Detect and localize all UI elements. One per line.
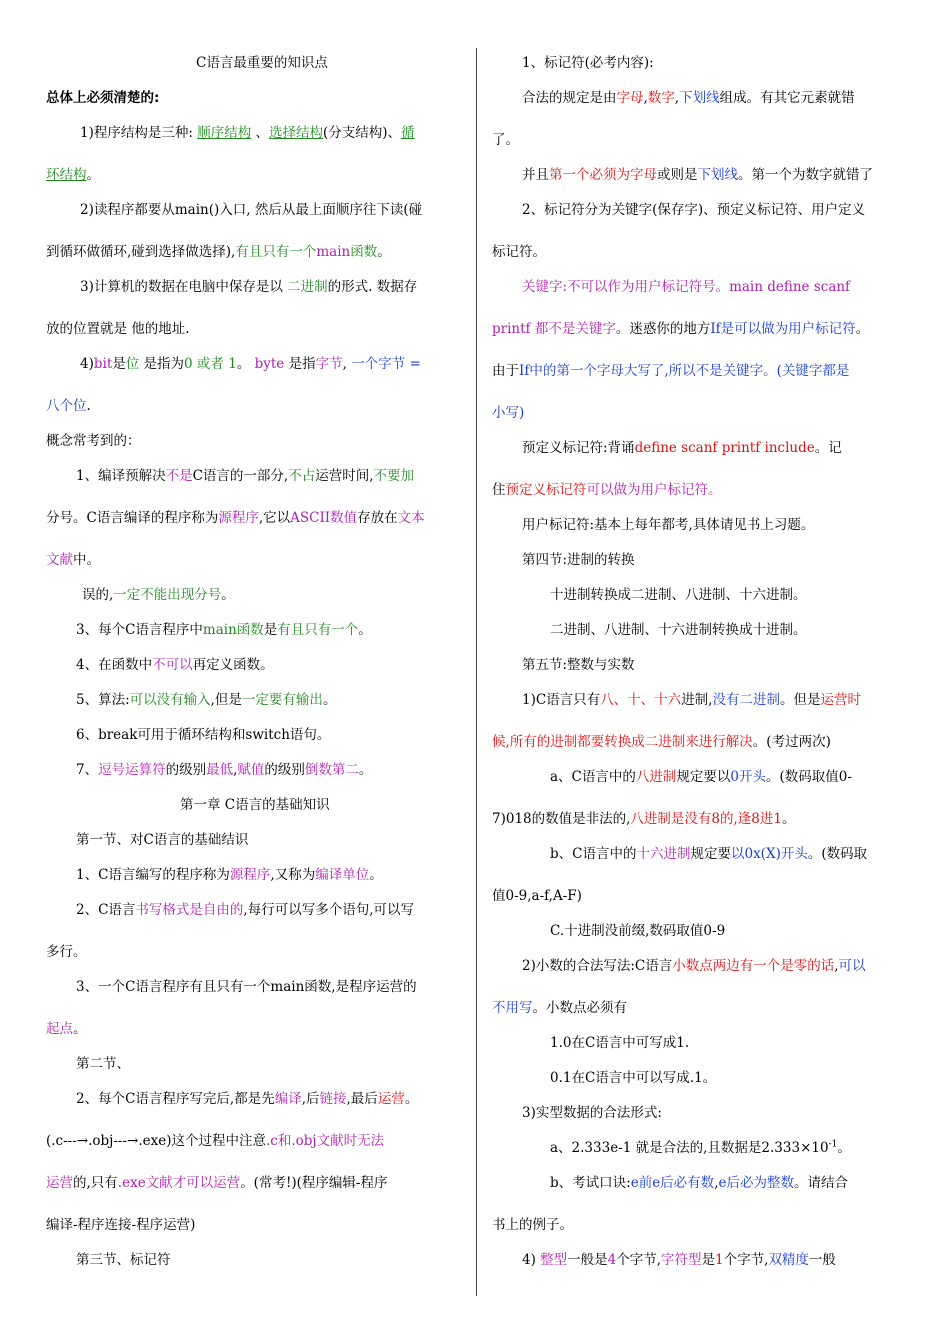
conversion-1: 十进制转换成二进制、八进制、十六进制。 [550,587,807,603]
predefined-identifiers: 预定义标记符:背诵define scanf printf include。记 [522,440,842,456]
concept-3: 3、每个C语言程序中main函数是有且只有一个。 [76,622,372,638]
octal-rule-cont: 7)018的数值是非法的,八进制是没有8的,逢8进1。 [492,811,796,827]
radix-rule: 1)C语言只有八、十、十六进制,没有二进制。但是运营时 [522,692,861,708]
concept-5: 5、算法:可以没有输入,但是一定要有输出。 [76,692,337,708]
section-3-title: 第三节、标记符 [76,1252,171,1268]
section-4-title: 第四节:进制的转换 [522,552,635,568]
keywords-line-cont3: 小写) [492,405,525,421]
float-rule-cont: 不用写。小数点必须有 [492,1000,627,1016]
section-2-item-1-cont3: 编译-程序连接-程序运营) [46,1217,196,1233]
real-form-a: a、2.333e-1 就是合法的,且数据是$2.333\times 10^{-1}$。 [550,1139,851,1156]
section-2-item-1: 2、每个C语言程序写完后,都是先编译,后链接,最后运营。 [76,1091,419,1107]
real-forms-title: 3)实型数据的合法形式: [522,1105,662,1121]
section-1-item-2: 2、C语言书写格式是自由的,每行可以写多个语句,可以写 [76,902,415,918]
identifier-rule-cont: 了。 [492,132,519,148]
conversion-2: 二进制、八进制、十六进制转换成十进制。 [550,622,807,638]
identifier-first-char: 并且第一个必须为字母或则是下划线。第一个为数字就错了 [522,167,873,183]
heading-must-know: 总体上必须清楚的: [46,90,160,106]
hex-rule: b、C语言中的十六进制规定要以0x(X)开头。(数码取 [550,846,868,862]
doc-title: C语言最重要的知识点 [196,55,328,71]
section-2-item-1-cont2: 运营的,只有.exe文献才可以运营。(常考!)(程序编辑-程序 [46,1175,388,1191]
identifier-types-cont: 标记符。 [492,244,546,260]
identifier-title: 1、标记符(必考内容): [522,55,654,71]
concept-1-cont2: 文献中。 [46,552,100,568]
float-example-2: 0.1在C语言中可以写成.1。 [550,1070,717,1086]
concept-4: 4、在函数中不可以再定义函数。 [76,657,274,673]
keywords-line: 关键字:不可以作为用户标记符号。main define scanf [522,279,851,295]
para-program-structure: 1)程序结构是三种: 顺序结构 、选择结构(分支结构)、循 [80,125,415,141]
para-bit-byte: 4)bit是位 是指为0 或者 1。 byte 是指字节, 一个字节 = [80,356,421,372]
user-identifiers: 用户标记符:基本上每年都考,具体请见书上习题。 [522,517,815,533]
para-binary: 3)计算机的数据在电脑中保存是以 二进制的形式. 数据存 [80,279,418,295]
chapter-1-title: 第一章 C语言的基础知识 [180,797,330,813]
section-1-title: 第一节、对C语言的基础结识 [76,832,249,848]
section-1-item-2-cont: 多行。 [46,944,87,960]
float-rule: 2)小数的合法写法:C语言小数点两边有一个是零的话,可以 [522,958,866,974]
real-form-b-cont: 书上的例子。 [492,1217,573,1233]
identifier-rule: 合法的规定是由字母,数字,下划线组成。有其它元素就错 [522,90,855,106]
radix-rule-cont: 候,所有的进制都要转换成二进制来进行解决。(考过两次) [492,734,831,750]
section-2-item-1-cont: (.c---→.obj---→.exe)这个过程中注意.c和.obj文献时无法 [46,1133,385,1149]
concept-7: 7、逗号运算符的级别最低,赋值的级别倒数第二。 [76,762,373,778]
para-bit-byte-cont: 八个位. [46,398,91,414]
section-1-item-1: 1、C语言编写的程序称为源程序,又称为编译单位。 [76,867,383,883]
para-read-program-cont: 到循环做循环,碰到选择做选择),有且只有一个main函数。 [46,244,391,260]
concept-2: 误的,一定不能出现分号。 [82,587,235,603]
concept-1: 1、编译预解决不是C语言的一部分,不占运营时间,不要加 [76,468,415,484]
hex-rule-cont: 值0-9,a-f,A-F) [492,888,582,904]
concept-6: 6、break可用于循环结构和switch语句。 [76,727,331,743]
keywords-line-cont: printf 都不是关键字。迷惑你的地方If是可以做为用户标记符。 [492,321,870,337]
para-read-program: 2)读程序都要从main()入口, 然后从最上面顺序往下读(碰 [80,202,423,218]
para-program-structure-cont: 环结构。 [46,167,100,183]
octal-rule: a、C语言中的八进制规定要以0开头。(数码取值0- [550,769,852,785]
section-1-item-3: 3、一个C语言程序有且只有一个main函数,是程序运营的 [76,979,417,995]
concept-1-cont: 分号。C语言编译的程序称为源程序,它以ASCII数值存放在文本 [46,510,425,526]
predefined-identifiers-cont: 住预定义标记符可以做为用户标记符。 [492,482,722,498]
identifier-types: 2、标记符分为关键字(保存字)、预定义标记符、用户定义 [522,202,866,218]
keywords-line-cont2: 由于If中的第一个字母大写了,所以不是关键字。(关键字都是 [492,363,850,379]
decimal-rule: C.十进制没前缀,数码取值0-9 [550,923,726,939]
para-binary-cont: 放的位置就是 他的地址. [46,321,190,337]
section-1-item-3-cont: 起点。 [46,1021,87,1037]
type-sizes: 4) 整型一般是4个字节,字符型是1个字节,双精度一般 [522,1252,836,1268]
column-divider [476,48,477,1296]
section-5-title: 第五节:整数与实数 [522,657,635,673]
float-example-1: 1.0在C语言中可写成1. [550,1035,690,1051]
heading-concepts: 概念常考到的： [46,433,141,449]
section-2-title: 第二节、 [76,1056,130,1072]
real-form-b: b、考试口诀:e前e后必有数,e后必为整数。请结合 [550,1175,848,1191]
